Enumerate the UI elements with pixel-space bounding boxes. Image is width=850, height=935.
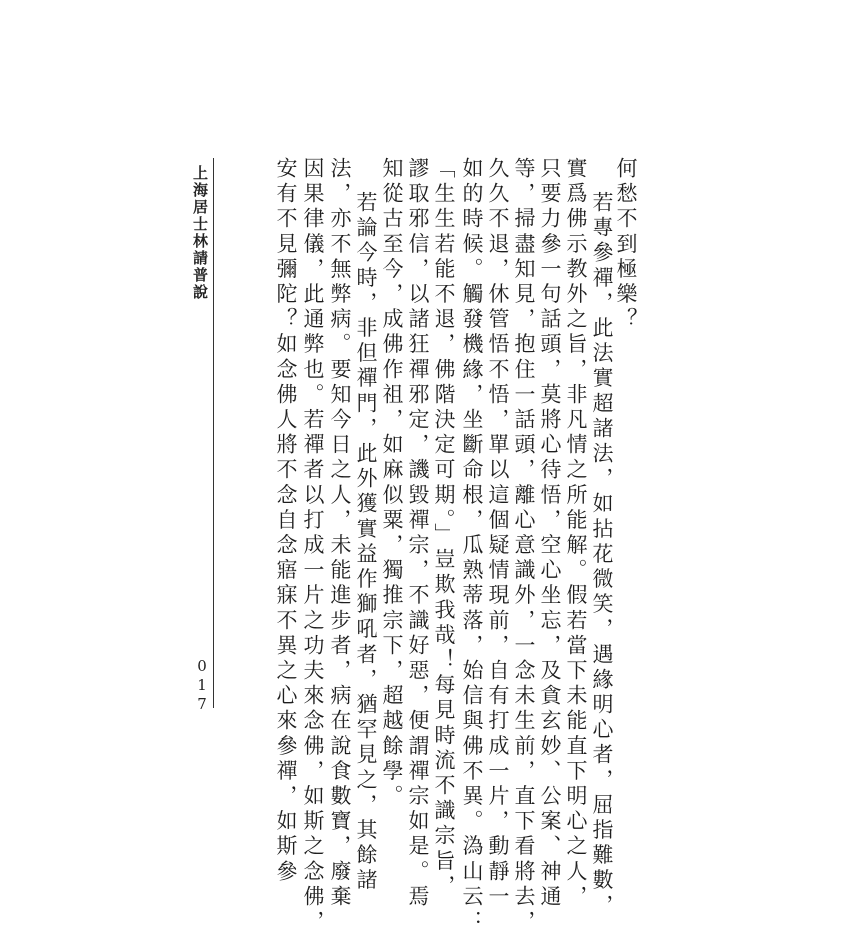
text-column-6: 久久不退，休管悟不悟，單以這個疑情現前，自有打成一片，動靜一 [486,157,510,910]
text-column-4: 只要力參一句話頭，莫將心待悟，空心坐忘，及貪玄妙、公案、神通 [538,157,562,910]
text-column-11: 若論今時，非但禪門，此外獲實益作獅吼者，猶罕見之，其餘諸 [354,191,378,894]
text-column-5: 等，掃盡知見，抱住一話頭，離心意識外，一念未生前，直下看將去， [512,157,536,935]
text-column-9: 謬取邪信，以諸狂禪邪定，譏毀禪宗，不識好惡，便謂禪宗如是。焉 [406,157,430,910]
text-column-13: 因果律儀，此通弊也。若禪者以打成一片之功夫來念佛，如斯之念佛， [301,157,325,935]
text-column-7: 如的時候。觸發機緣，坐斷命根，瓜熟蒂落，始信與佛不異。溈山云： [460,157,484,935]
text-column-12: 法，亦不無弊病。要知今日之人，未能進步者，病在說食數寶，廢棄 [328,157,352,910]
page-number: 017 [193,657,211,714]
text-column-1: 何愁不到極樂？ [614,157,638,333]
text-column-2: 若專參禪，此法實超諸法，如拈花微笑，遇緣明心者，屈指難數， [590,191,614,919]
text-column-8: 「生生若能不退，佛階決定可期。」豈欺我哉！每見時流不識宗旨， [432,157,456,900]
text-column-10: 知從古至今，成佛作祖，如麻似粟，獨推宗下，超越餘學。 [380,157,404,810]
running-header-title: 上海居士林請普說 [191,165,209,301]
text-column-3: 實爲佛示教外之旨，非凡情之所能解。假若當下未能直下明心之人， [564,157,588,910]
header-divider-line [213,158,214,708]
text-column-14: 安有不見彌陀？如念佛人將不念自念寤寐不異之心來參禪，如斯參 [274,157,298,885]
